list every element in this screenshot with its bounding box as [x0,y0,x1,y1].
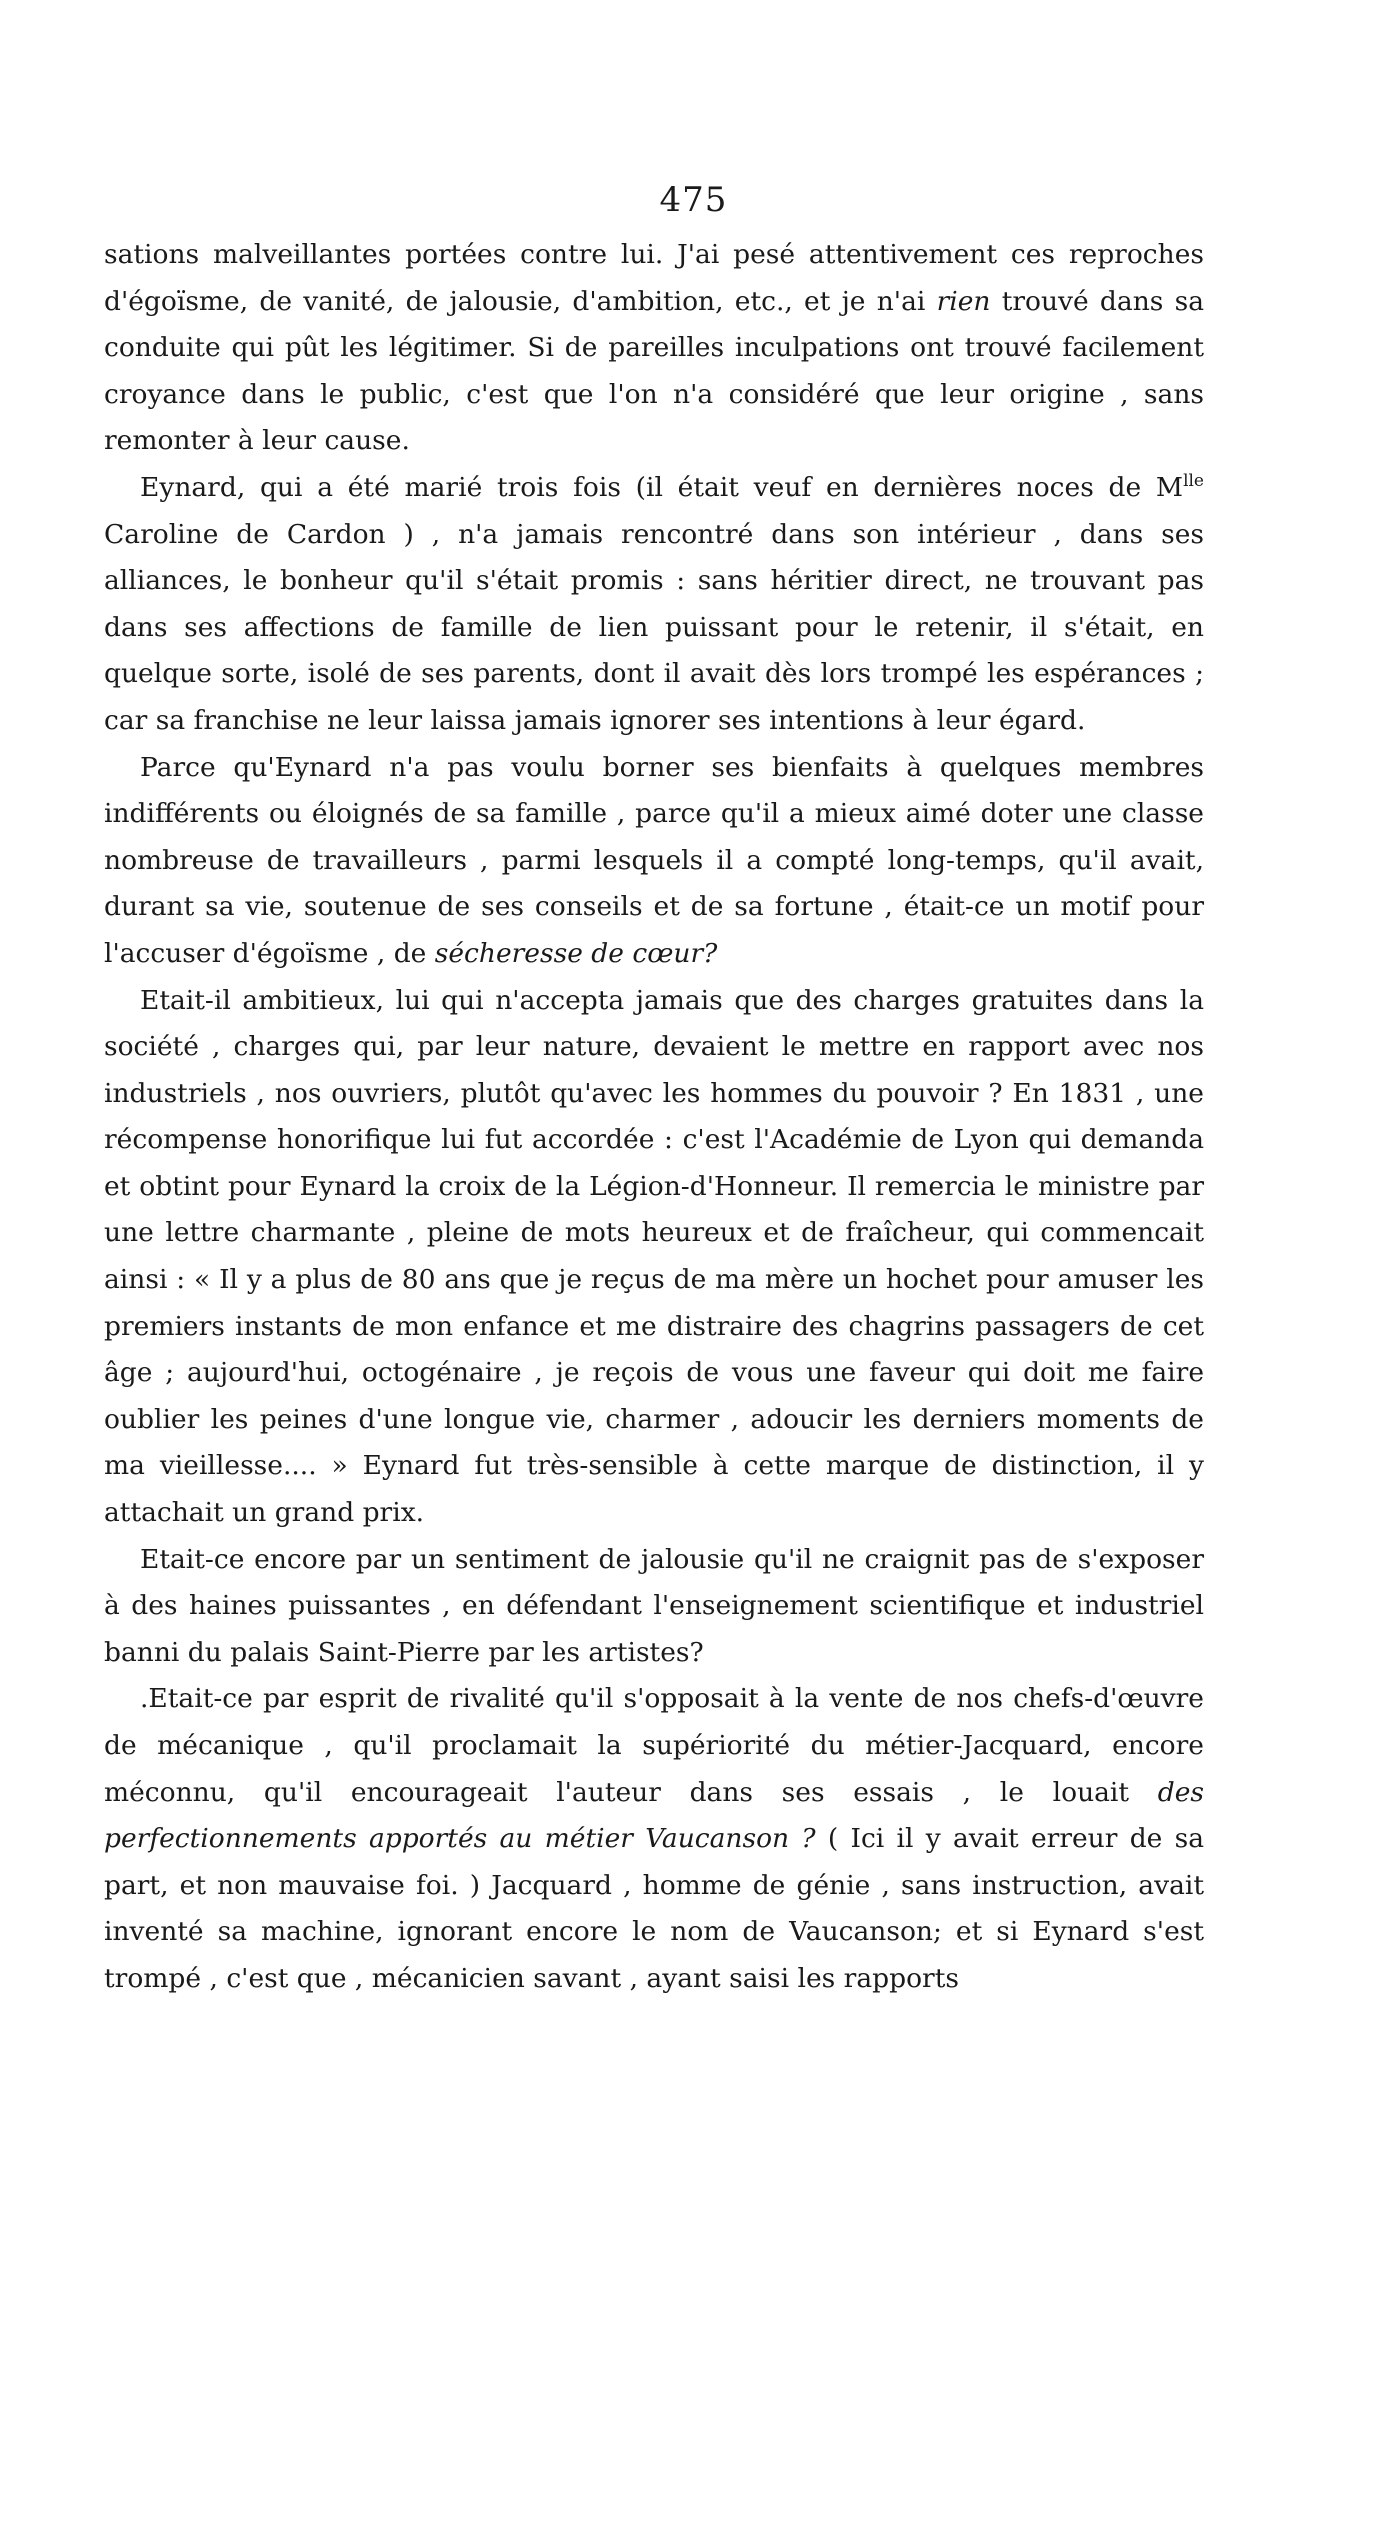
paragraph [104,465,1204,745]
paragraph [104,1676,1204,2002]
text-run: Parce qu'Eynard n'a pas voulu borner ses bienfaits à quelques membres indifférents ou éloignés de sa famille , parce qu'il a mieux aimé doter une classe nombreuse de travailleurs , parmi lesquels il a compté long-temps, qu'il avait, durant sa vie, soutenue de ses conseils et de sa fortune , était-ce un motif pour l'accuser d'égoïsme , de [104,751,1204,969]
italic-text-run: sécheresse de cœur? [434,937,718,969]
text-run: trouvé dans sa conduite qui pût les légitimer. Si de pareilles inculpations ont trouvé facilement croyance dans le public, c'est que l'on n'a considéré que leur origine , sans remonter à leur cause. [104,285,1204,457]
text-run: ( Ici il y avait erreur de sa part, et non mauvaise foi. ) Jacquard , homme de génie , sans instruction, avait inventé sa machine, ignorant encore le nom de Vaucanson; et si Eynard s'est trompé , c'est que , mécanicien savant , ayant saisi les rapports [104,1823,1205,1994]
text-run: .Etait-ce par esprit de rivalité qu'il s'opposait à la vente de nos chefs-d'œuvre de mécanique , qu'il proclamait la supériorité du métier-Jacquard, encore méconnu, qu'il encourageait l'auteur dans ses essais , le louait [104,1683,1204,1808]
paragraph [104,745,1204,978]
text-run: sations malveillantes portées contre lui. J'ai pesé attentivement ces reproches d'égoïsme, de vanité, de jalousie, d'ambition, etc., et je n'ai [104,239,1204,317]
body-text [104,232,1204,2003]
text-run: Caroline de Cardon ) , n'a jamais rencontré dans son intérieur , dans ses alliances, le bonheur qu'il s'était promis : sans héritier direct, ne trouvant pas dans ses affections de famille de lien puissant pour le retenir, il s'était, en quelque sorte, isolé de ses parents, dont il avait dès lors trompé les espérances ; car sa franchise ne leur laissa jamais ignorer ses intentions à leur égard. [104,518,1204,736]
paragraph [104,1537,1204,1677]
text-run: Etait-ce encore par un sentiment de jalousie qu'il ne craignit pas de s'exposer à des haines puissantes , en défendant l'enseignement scientifique et industriel banni du palais Saint-Pierre par les artistes? [104,1543,1204,1668]
superscript-text: lle [1183,470,1204,491]
paragraph [104,978,1204,1537]
paragraph [104,232,1204,465]
text-run: Etait-il ambitieux, lui qui n'accepta jamais que des charges gratuites dans la société , charges qui, par leur nature, devaient le mettre en rapport avec nos industriels , nos ouvriers, plutôt qu'avec les hommes du pouvoir ? En 1831 , une récompense honorifique lui fut accordée : c'est l'Académie de Lyon qui demanda et obtint pour Eynard la croix de la Légion-d'Honneur. Il remercia le ministre par une lettre charmante , pleine de mots heureux et de fraîcheur, qui commencait ainsi : « Il y a plus de 80 ans que je reçus de ma mère un hochet pour amuser les premiers instants de mon enfance et me distraire des chagrins passagers de cet âge ; aujourd'hui, octogénaire , je reçois de vous une faveur qui doit me faire oublier les peines d'une longue vie, charmer , adoucir les derniers moments de ma vieillesse.... » Eynard fut très-sensible à cette marque de distinction, il y attachait un grand prix. [104,984,1204,1529]
page-number: 475 [659,180,728,220]
italic-text-run: des perfectionnements apportés au métier Vaucanson ? [104,1776,1204,1855]
text-run: Eynard, qui a été marié trois fois (il était veuf en dernières noces de M [140,471,1184,503]
italic-text-run: rien [936,285,991,317]
